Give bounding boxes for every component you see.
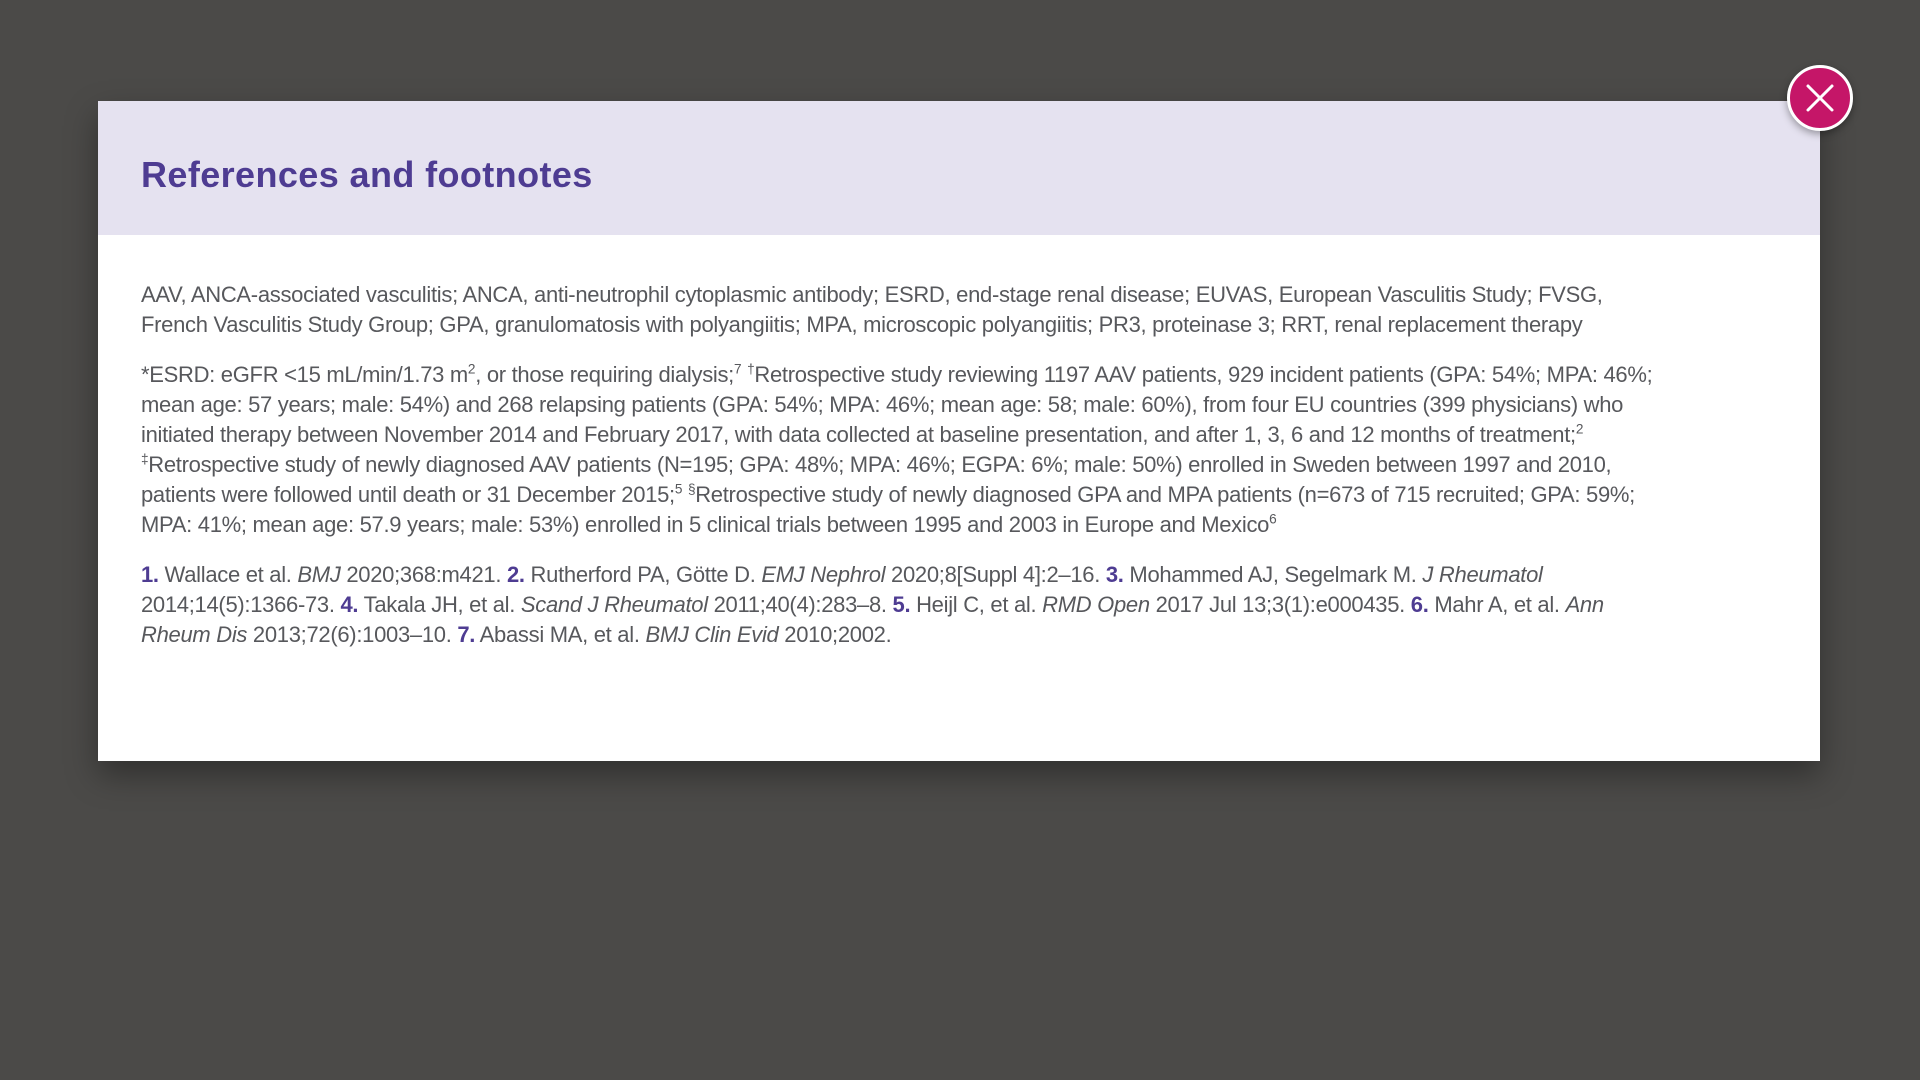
references-paragraph: 1. Wallace et al. BMJ 2020;368:m421. 2. Rutherford PA, Götte D. EMJ Nephrol 2020;8[Suppl 4]:2–16. 3. Mohammed AJ, Segelmark M. J Rheumatol 2014;14(5):1366-73. 4. Takala JH, et al. Scand J Rheumatol 2011;40(4):283–8. 5. Heijl C, et al. RMD Open 2017 Jul 13;3(1):e000435. 6. Mahr A, et al. Ann Rheum Dis 2013;72(6):1003–10. 7. Abassi MA, et al. BMJ Clin Evid 2010;2002. (141, 562, 1604, 647)
footnotes-paragraph: *ESRD: eGFR <15 mL/min/1.73 $m^2$, or those requiring dialysis;$^7$ †Retrospective study reviewing 1197 AAV patients, 929 incident patients (GPA: 54%; MPA: 46%; mean age: 57 years; male: 54%) and 268 relapsing patients (GPA: 54%; MPA: 46%; mean age: 58; male: 60%), from four EU countries (399 physicians) who initiated therapy between November 2014 and February 2017, with data collected at baseline presentation, and after 1, 3, 6 and 12 months of treatment;$^2$ ‡Retrospective study of newly diagnosed AAV patients (N=195; GPA: 48%; MPA: 46%; EGPA: 6%; male: 50%) enrolled in Sweden between 1997 and 2010, patients were followed until death or 31 December 2015;$^5$ §Retrospective study of newly diagnosed GPA and MPA patients (n=673 of 715 recruited; GPA: 59%; MPA: 41%; mean age: 57.9 years; male: 53%) enrolled in 5 clinical trials between 1995 and 2003 in Europe and Mexico$^6$ (141, 361, 1653, 537)
close-icon (1803, 81, 1837, 115)
modal-body (98, 235, 1820, 650)
modal-title: References and footnotes (141, 154, 593, 195)
close-button[interactable] (1787, 65, 1853, 131)
references-modal (98, 101, 1820, 761)
modal-header (98, 101, 1820, 235)
abbreviations-paragraph: AAV, ANCA-associated vasculitis; ANCA, anti-neutrophil cytoplasmic antibody; ESRD, end-stage renal disease; EUVAS, European Vasculitis Study; FVSG, French Vasculitis Study Group; GPA, granulomatosis with polyangiitis; MPA, microscopic polyangiitis; PR3, proteinase 3; RRT, renal replacement therapy (141, 282, 1603, 337)
